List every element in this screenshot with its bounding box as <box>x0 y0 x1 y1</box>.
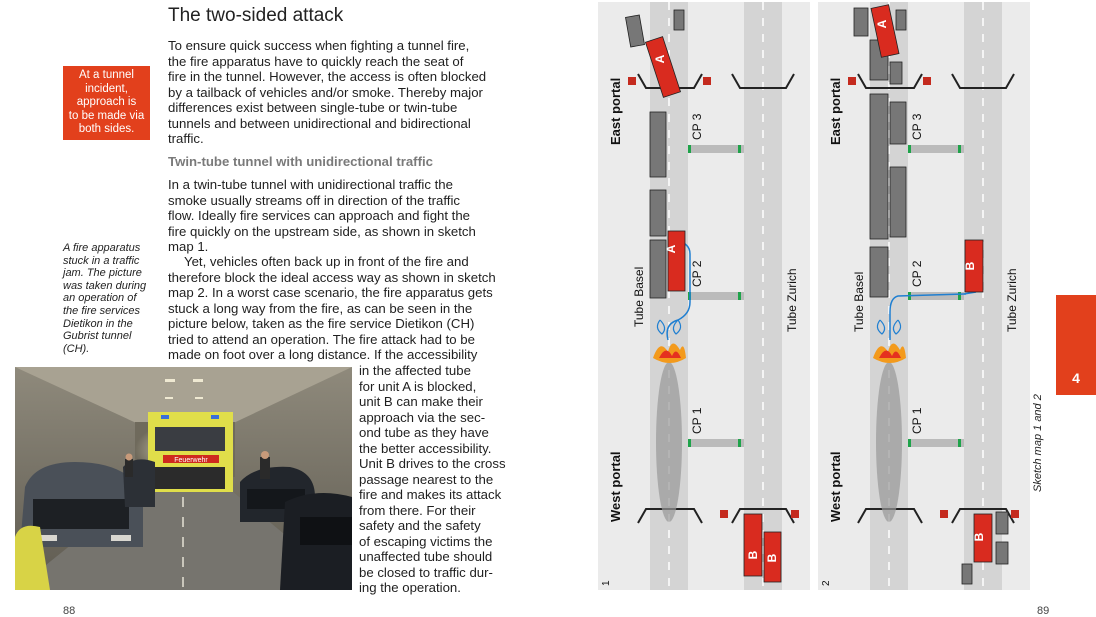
intro-paragraph <box>168 38 513 147</box>
text-line: unaffected tube should <box>359 549 493 564</box>
text-line: tried to attend an operation. The fire attack had to be <box>168 331 475 347</box>
caption-line: stuck in a traffic <box>63 254 140 267</box>
text-line: made on foot over a long distance. If the accessibility <box>168 347 478 362</box>
text-line: from there. For their <box>359 502 476 518</box>
text-line: flow. Ideally fire services can approach and fight the <box>168 208 471 223</box>
text-line: Unit B drives to the cross <box>359 456 506 471</box>
page-number-right: 89 <box>1037 605 1050 617</box>
callout-line: approach is <box>76 96 137 109</box>
chapter-tab: 4 <box>1056 295 1096 395</box>
unit-a-label: A <box>664 244 678 254</box>
text-line: ond tube as they have <box>359 425 489 440</box>
unit-b-label: B <box>765 553 779 563</box>
tube-basel-label: Tube Basel <box>632 266 646 327</box>
unit-a-label: A <box>875 19 889 29</box>
page-title: The two-sided attack <box>168 5 344 26</box>
callout-line: both sides. <box>78 123 135 136</box>
callout-box <box>63 66 150 140</box>
section-subheading: Twin-tube tunnel with unidirectional traffic <box>168 154 433 169</box>
cp3-label: CP 3 <box>910 113 924 140</box>
text-line: by a tailback of vehicles and/or smoke. Thereby major <box>168 84 483 100</box>
cp2-label: CP 2 <box>910 260 924 287</box>
text-line: passage nearest to the <box>359 471 494 487</box>
text-line: therefore block the ideal access way as shown in sketch <box>168 269 496 285</box>
text-line: ing the operation. <box>359 580 461 595</box>
caption-line: A fire apparatus <box>63 242 141 254</box>
text-line: stuck a long way from the fire, as can be seen in the <box>168 300 473 316</box>
text-line: approach via the sec- <box>359 409 486 425</box>
text-line: the fire apparatus have to quickly reach the seat of <box>168 53 464 69</box>
tunnel-photo <box>15 367 352 590</box>
callout-line: At a tunnel <box>79 69 134 82</box>
map-number-1: 1 <box>601 580 612 586</box>
caption-line: an operation of <box>63 292 137 305</box>
caption-line: Dietikon in the <box>63 317 133 330</box>
text-line: fire quickly on the upstream side, as shown in sketch <box>168 223 476 239</box>
text-line: To ensure quick success when fighting a tunnel fire, <box>168 38 470 53</box>
caption-line: Gubrist tunnel <box>63 330 132 343</box>
unit-b-label: B <box>972 532 986 542</box>
text-line: tunnels and between unidirectional and bidirectional <box>168 115 471 131</box>
tube-zurich-label: Tube Zurich <box>1005 268 1019 332</box>
west-portal-label: West portal <box>608 451 623 522</box>
text-line: Yet, vehicles often back up in front of the fire and <box>184 254 469 269</box>
text-line: of escaping victims the <box>359 533 493 549</box>
unit-b-label: B <box>963 261 977 271</box>
text-line: fire in the tunnel. However, the access is often blocked <box>168 69 487 84</box>
west-portal-label: West portal <box>828 451 843 522</box>
tube-zurich-label: Tube Zurich <box>785 268 799 332</box>
map-number-2: 2 <box>821 580 832 586</box>
text-line: map 2. In a worst case scenario, the fire apparatus gets <box>168 285 493 300</box>
caption-line: the fire services <box>63 304 141 317</box>
cp3-label: CP 3 <box>690 113 704 140</box>
cp1-label: CP 1 <box>690 407 704 434</box>
text-line: for unit A is blocked, <box>359 378 477 394</box>
text-line: In a twin-tube tunnel with unidirectional traffic the <box>168 177 453 192</box>
text-line: traffic. <box>168 131 204 146</box>
photo-caption <box>63 242 155 355</box>
sketch-map-2 <box>818 2 1030 590</box>
unit-a-label: A <box>653 54 667 64</box>
east-portal-label: East portal <box>608 77 623 145</box>
callout-line: to be made via <box>68 109 145 122</box>
caption-line: (CH). <box>63 342 90 355</box>
page-number-left: 88 <box>63 605 76 617</box>
sketch-map-1 <box>598 2 810 590</box>
text-line: smoke usually streams off in direction of the traffic <box>168 192 460 208</box>
paragraph-2 <box>168 254 513 363</box>
text-line: differences exist between single-tube or twin-tube <box>168 100 458 115</box>
text-line: picture below, taken as the fire service Dietikon (CH) <box>168 316 475 331</box>
callout-line: incident, <box>85 82 128 95</box>
paragraph-1 <box>168 177 513 255</box>
text-line: in the affected tube <box>359 363 471 378</box>
text-line: be closed to traffic dur- <box>359 564 493 580</box>
east-portal-label: East portal <box>828 77 843 145</box>
caption-line: was taken during <box>63 279 147 292</box>
tunnel-photo-illustration <box>15 367 352 590</box>
text-line: unit B can make their <box>359 394 483 409</box>
unit-b-label: B <box>746 550 760 560</box>
sketch-map-caption: Sketch map 1 and 2 <box>1032 394 1044 492</box>
truck-sign: Feuerwehr <box>174 457 208 464</box>
text-line: fire and makes its attack <box>359 487 502 502</box>
caption-line: jam. The picture <box>63 267 142 280</box>
text-line: map 1. <box>168 239 209 254</box>
cp1-label: CP 1 <box>910 407 924 434</box>
text-line: the better accessibility. <box>359 440 492 456</box>
paragraph-2-wrap <box>359 363 519 596</box>
cp2-label: CP 2 <box>690 260 704 287</box>
text-line: safety and the safety <box>359 518 481 533</box>
tube-basel-label: Tube Basel <box>852 271 866 332</box>
